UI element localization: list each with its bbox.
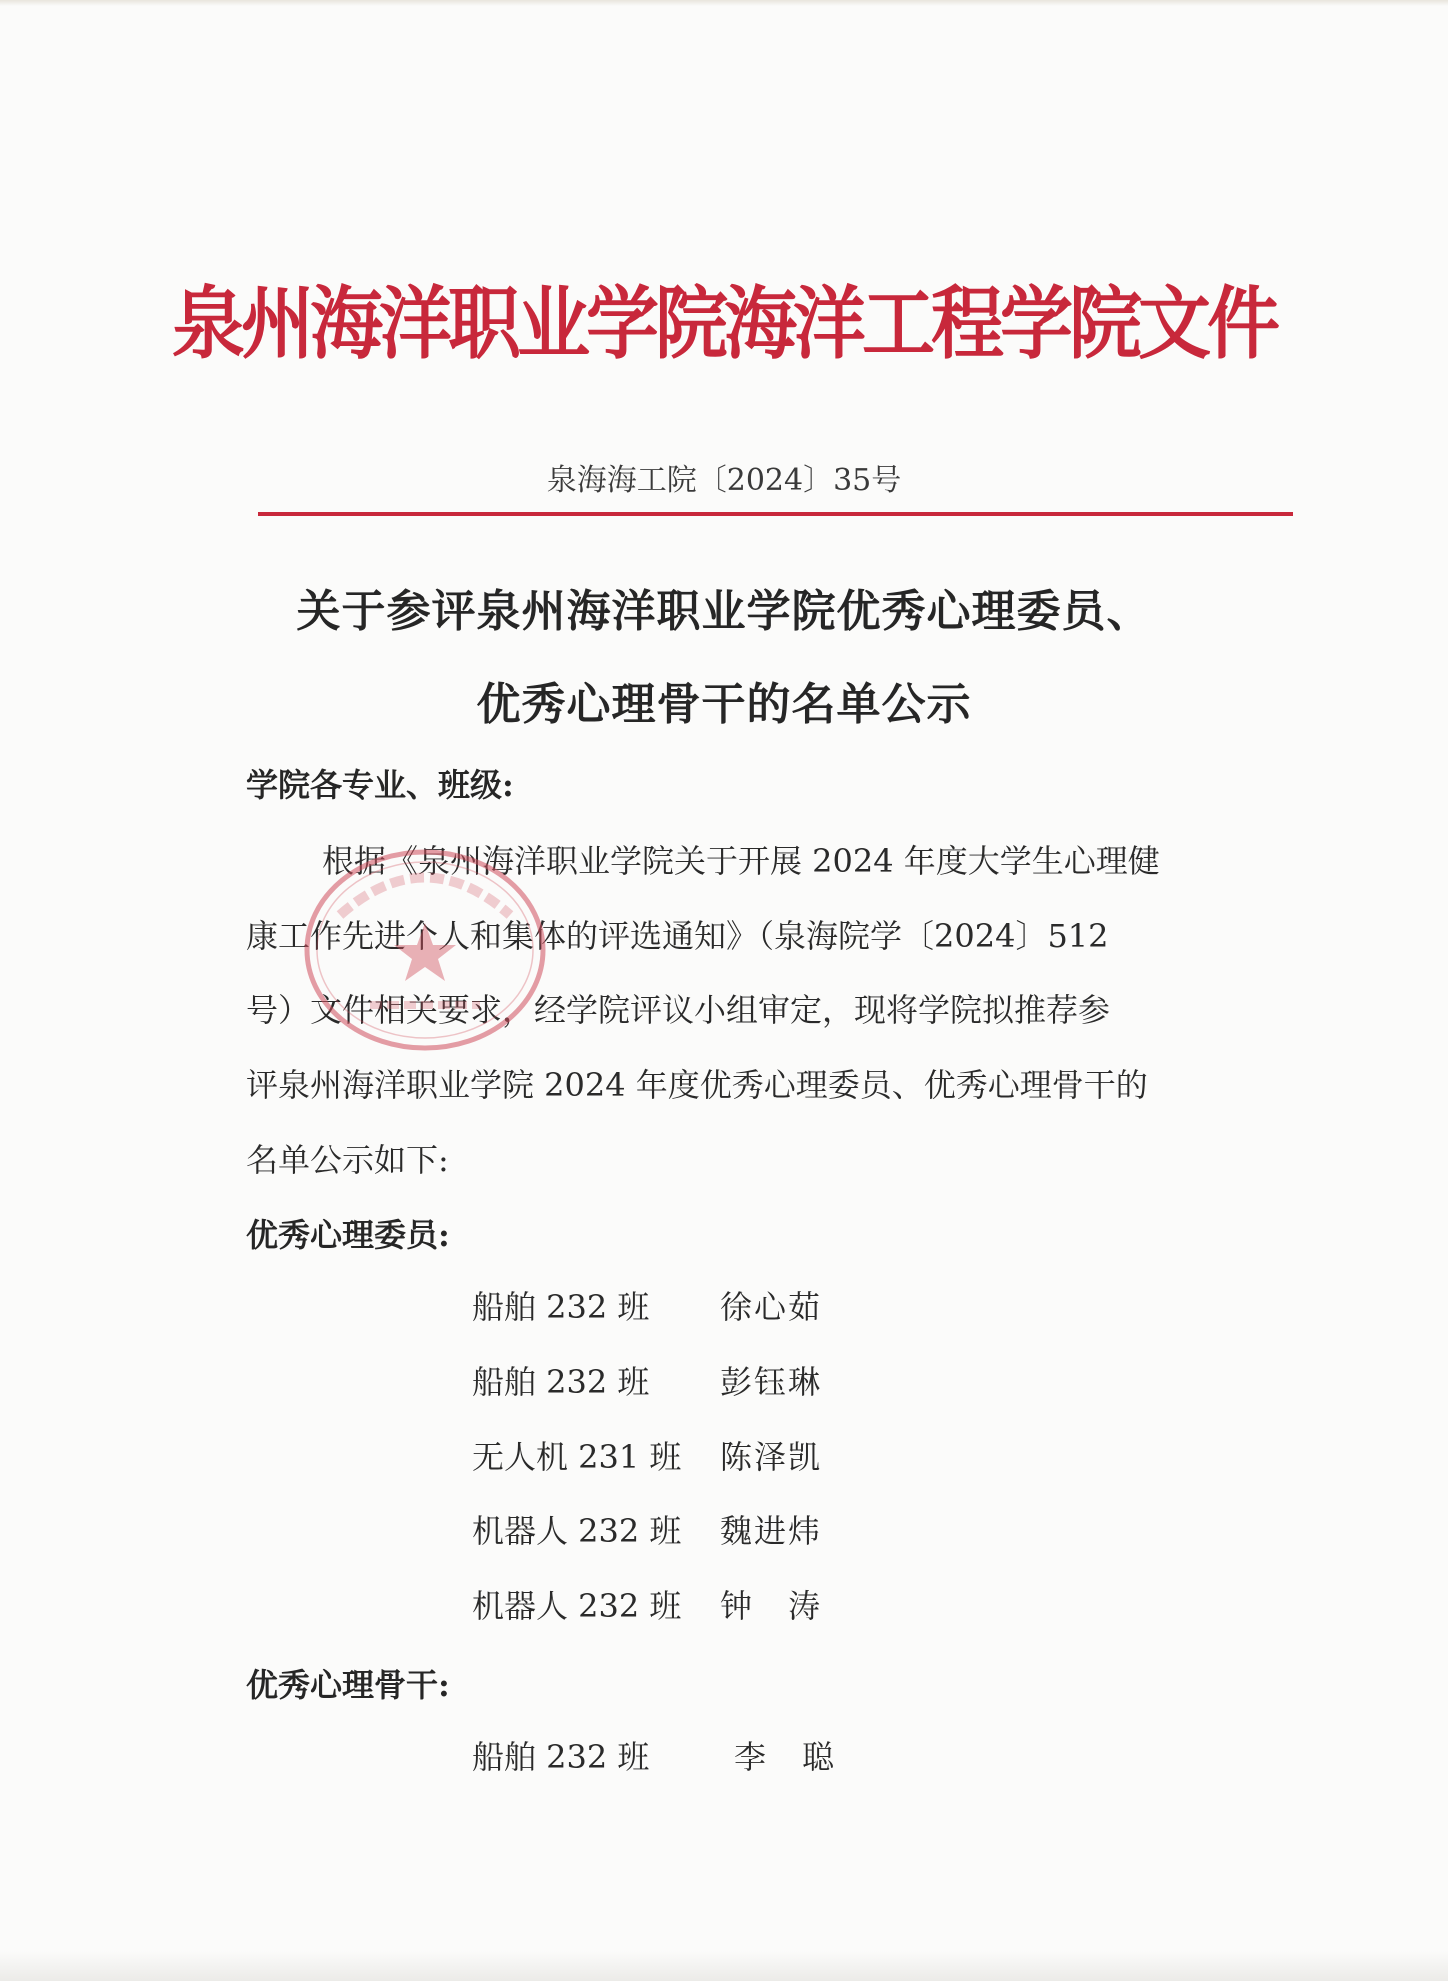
section-heading-psych-backbone: 优秀心理骨干: [246,1666,450,1704]
body-paragraph-line: 评泉州海洋职业学院 2024 年度优秀心理委员、优秀心理骨干的 [246,1066,1148,1104]
list-item-class: 船舶 232 班 [472,1363,650,1401]
list-item-class: 机器人 232 班 [472,1512,682,1550]
document-number: 泉海海工院〔2024〕35号 [546,463,902,498]
document-title-line1: 关于参评泉州海洋职业学院优秀心理委员、 [296,586,1152,637]
body-paragraph-line: 根据《泉州海洋职业学院关于开展 2024 年度大学生心理健 [322,842,1160,880]
scan-edge-shadow [0,0,1448,6]
official-seal-stamp [300,845,550,1055]
list-item-class: 船舶 232 班 [472,1738,650,1776]
document-header-title: 泉州海洋职业学院海洋工程学院文件 [172,278,1276,371]
list-item [472,1357,822,1403]
list-item [472,1732,836,1778]
list-item [472,1506,822,1552]
body-paragraph-line: 号）文件相关要求，经学院评议小组审定，现将学院拟推荐参 [246,991,1111,1029]
list-item-name: 陈泽凯 [720,1438,823,1476]
list-item-class: 船舶 232 班 [472,1288,650,1326]
list-item [472,1581,822,1627]
list-item-class: 无人机 231 班 [472,1438,682,1476]
section-heading-psych-committee: 优秀心理委员: [246,1216,450,1254]
body-paragraph-line: 名单公示如下: [246,1141,449,1179]
body-paragraph-line: 康工作先进个人和集体的评选通知》（泉海院学〔2024〕512 [246,917,1109,955]
list-item-name: 徐心茹 [720,1288,823,1326]
scan-edge-shadow [0,1951,1448,1981]
list-item-name: 彭钰琳 [720,1363,823,1401]
list-item-class: 机器人 232 班 [472,1587,682,1625]
list-item-name: 钟 涛 [720,1587,823,1625]
header-red-rule [258,512,1293,516]
salutation: 学院各专业、班级: [246,766,514,804]
list-item-name: 魏进炜 [720,1512,823,1550]
list-item [472,1282,822,1328]
list-item [472,1432,822,1478]
list-item-name: 李 聪 [734,1738,837,1776]
document-title-line2: 优秀心理骨干的名单公示 [476,679,972,730]
